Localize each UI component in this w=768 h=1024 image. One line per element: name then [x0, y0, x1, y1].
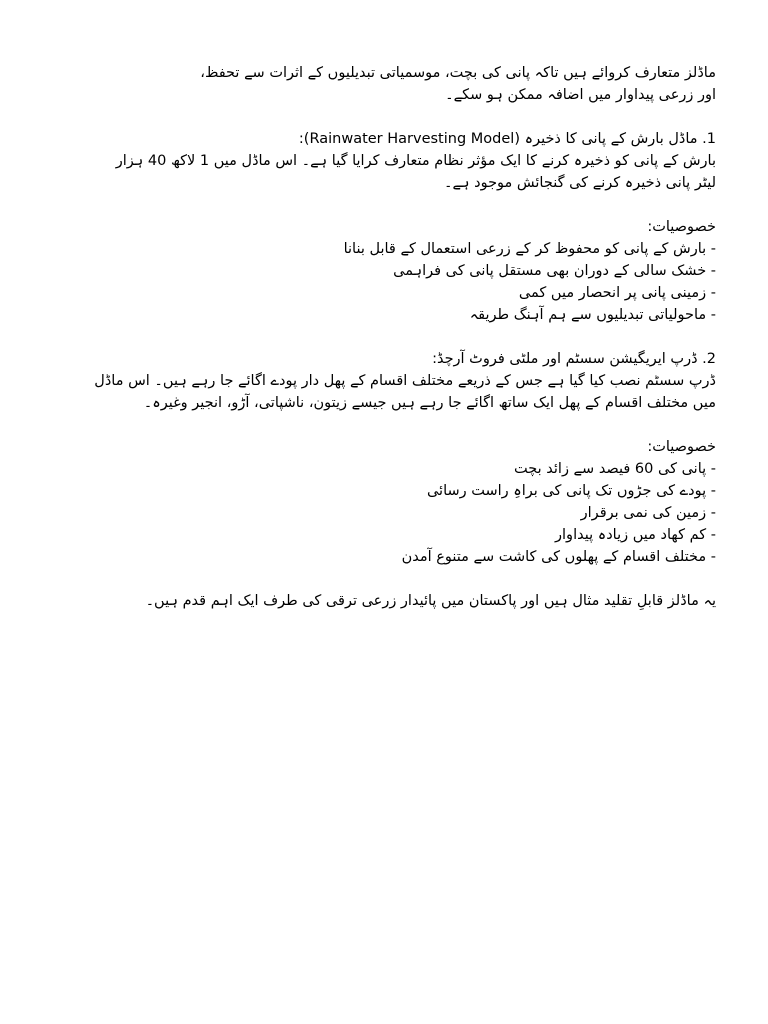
section1-body-line: بارش کے پانی کو ذخیرہ کرنے کا ایک مؤثر نظام متعارف کرایا گیا ہے۔ اس ماڈل میں 1 لاکھ 40 ہزار — [115, 153, 716, 169]
section1-body-line: لیٹر پانی ذخیرہ کرنے کی گنجائش موجود ہے۔ — [444, 175, 716, 191]
section1-feature-item: - ماحولیاتی تبدیلیوں سے ہم آہنگ طریقہ — [469, 307, 716, 323]
section1-feature-item: - خشک سالی کے دوران بھی مستقل پانی کی فراہمی — [393, 263, 716, 279]
section1-feature-item: - بارش کے پانی کو محفوظ کر کے زرعی استعمال کے قابل بنانا — [343, 241, 716, 257]
spacer — [0, 194, 716, 216]
spacer — [0, 414, 716, 436]
section2-body-line: ڈرپ سسٹم نصب کیا گیا ہے جس کے ذریعے مختلف اقسام کے پھل دار پودے اگائے جا رہے ہیں۔ اس ماڈل — [94, 373, 716, 389]
intro-line: اور زرعی پیداوار میں اضافہ ممکن ہو سکے۔ — [445, 87, 716, 103]
section2-feature-item: - پانی کی 60 فیصد سے زائد بچت — [514, 461, 716, 477]
section2-feature-item: - مختلف اقسام کے پھلوں کی کاشت سے متنوع آمدن — [401, 549, 716, 565]
intro-line: ماڈلز متعارف کروائے ہیں تاکہ پانی کی بچت، موسمیاتی تبدیلیوں کے اثرات سے تحفظ، — [200, 65, 716, 81]
section2-feature-item: - زمین کی نمی برقرار — [580, 505, 716, 521]
spacer — [0, 106, 716, 128]
section2-body-line: میں مختلف اقسام کے پھل ایک ساتھ اگائے جا رہے ہیں جیسے زیتون، ناشپاتی، آڑو، انجیر وغیرہ۔ — [143, 395, 716, 411]
section2-feature-item: - کم کھاد میں زیادہ پیداوار — [555, 527, 716, 543]
section2-heading: 2. ڈرپ ایریگیشن سسٹم اور ملٹی فروٹ آرچڈ: — [432, 351, 716, 367]
document-body — [0, 62, 716, 612]
section1-heading: 1. ماڈل بارش کے پانی کا ذخیرہ (Rainwater Harvesting Model): — [298, 131, 716, 147]
spacer — [0, 326, 716, 348]
section2-features-label: خصوصیات: — [647, 439, 716, 455]
spacer — [0, 568, 716, 590]
section2-feature-item: - پودے کی جڑوں تک پانی کی براہِ راست رسائی — [426, 483, 716, 499]
section1-features-label: خصوصیات: — [647, 219, 716, 235]
conclusion-line: یہ ماڈلز قابلِ تقلید مثال ہیں اور پاکستان میں پائیدار زرعی ترقی کی طرف ایک اہم قدم ہیں۔ — [145, 593, 716, 609]
section1-feature-item: - زمینی پانی پر انحصار میں کمی — [518, 285, 716, 301]
